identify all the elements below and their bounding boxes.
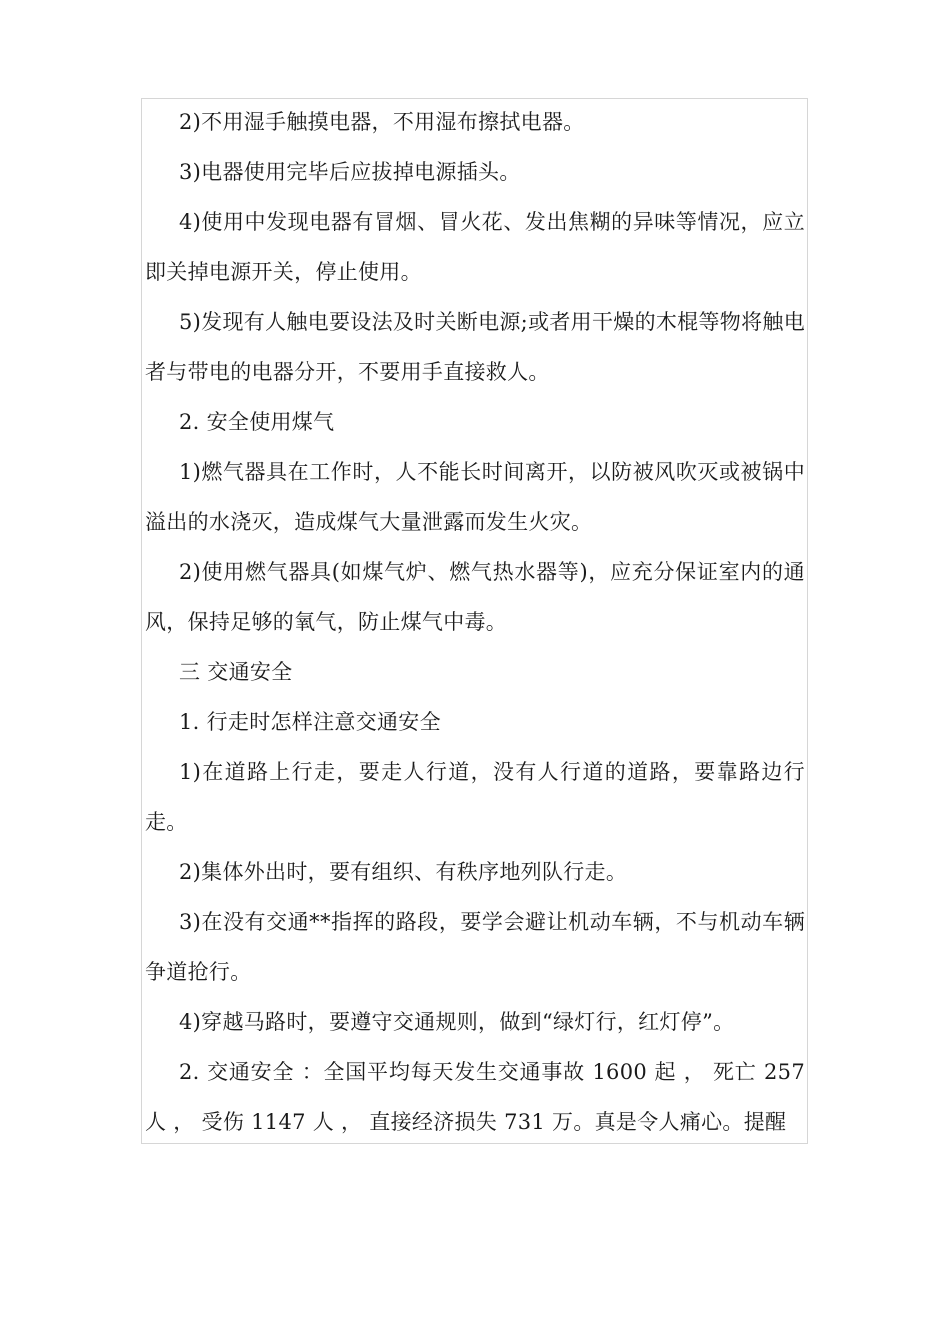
paragraph: 4)使用中发现电器有冒烟、冒火花、发出焦糊的异味等情况，应立即关掉电源开关，停止使用。: [145, 210, 805, 284]
paragraph: 3)电器使用完毕后应拔掉电源插头。: [179, 160, 521, 184]
section-heading: 1. 行走时怎样注意交通安全: [179, 710, 441, 734]
paragraph: 5)发现有人触电要设法及时关断电源;或者用干燥的木棍等物将触电者与带电的电器分开，不要用手直接救人。: [145, 310, 805, 384]
paragraph: 1)在道路上行走，要走人行道，没有人行道的道路，要靠路边行走。: [145, 760, 805, 834]
paragraph: 1)燃气器具在工作时，人不能长时间离开，以防被风吹灭或被锅中溢出的水浇灭，造成煤气大量泄露而发生火灾。: [145, 460, 805, 534]
chapter-heading: 三 交通安全: [179, 660, 293, 684]
paragraph: 2)集体外出时，要有组织、有秩序地列队行走。: [179, 860, 628, 884]
paragraph: 2)使用燃气器具(如煤气炉、燃气热水器等)，应充分保证室内的通风，保持足够的氧气，防止煤气中毒。: [145, 560, 805, 634]
paragraph: 3)在没有交通**指挥的路段，要学会避让机动车辆，不与机动车辆争道抢行。: [145, 910, 805, 984]
document-body: [145, 97, 805, 1147]
section-heading: 2. 安全使用煤气: [179, 410, 335, 434]
paragraph: 2. 交通安全 ：全国平均每天发生交通事故 1600 起 ， 死亡 257 人 ， 受伤 1147 人 ， 直接经济损失 731 万。真是令人痛心。提醒: [145, 1060, 805, 1134]
paragraph: 2)不用湿手触摸电器，不用湿布擦拭电器。: [179, 110, 585, 134]
paragraph: 4)穿越马路时，要遵守交通规则，做到“绿灯行，红灯停”。: [179, 1010, 735, 1034]
